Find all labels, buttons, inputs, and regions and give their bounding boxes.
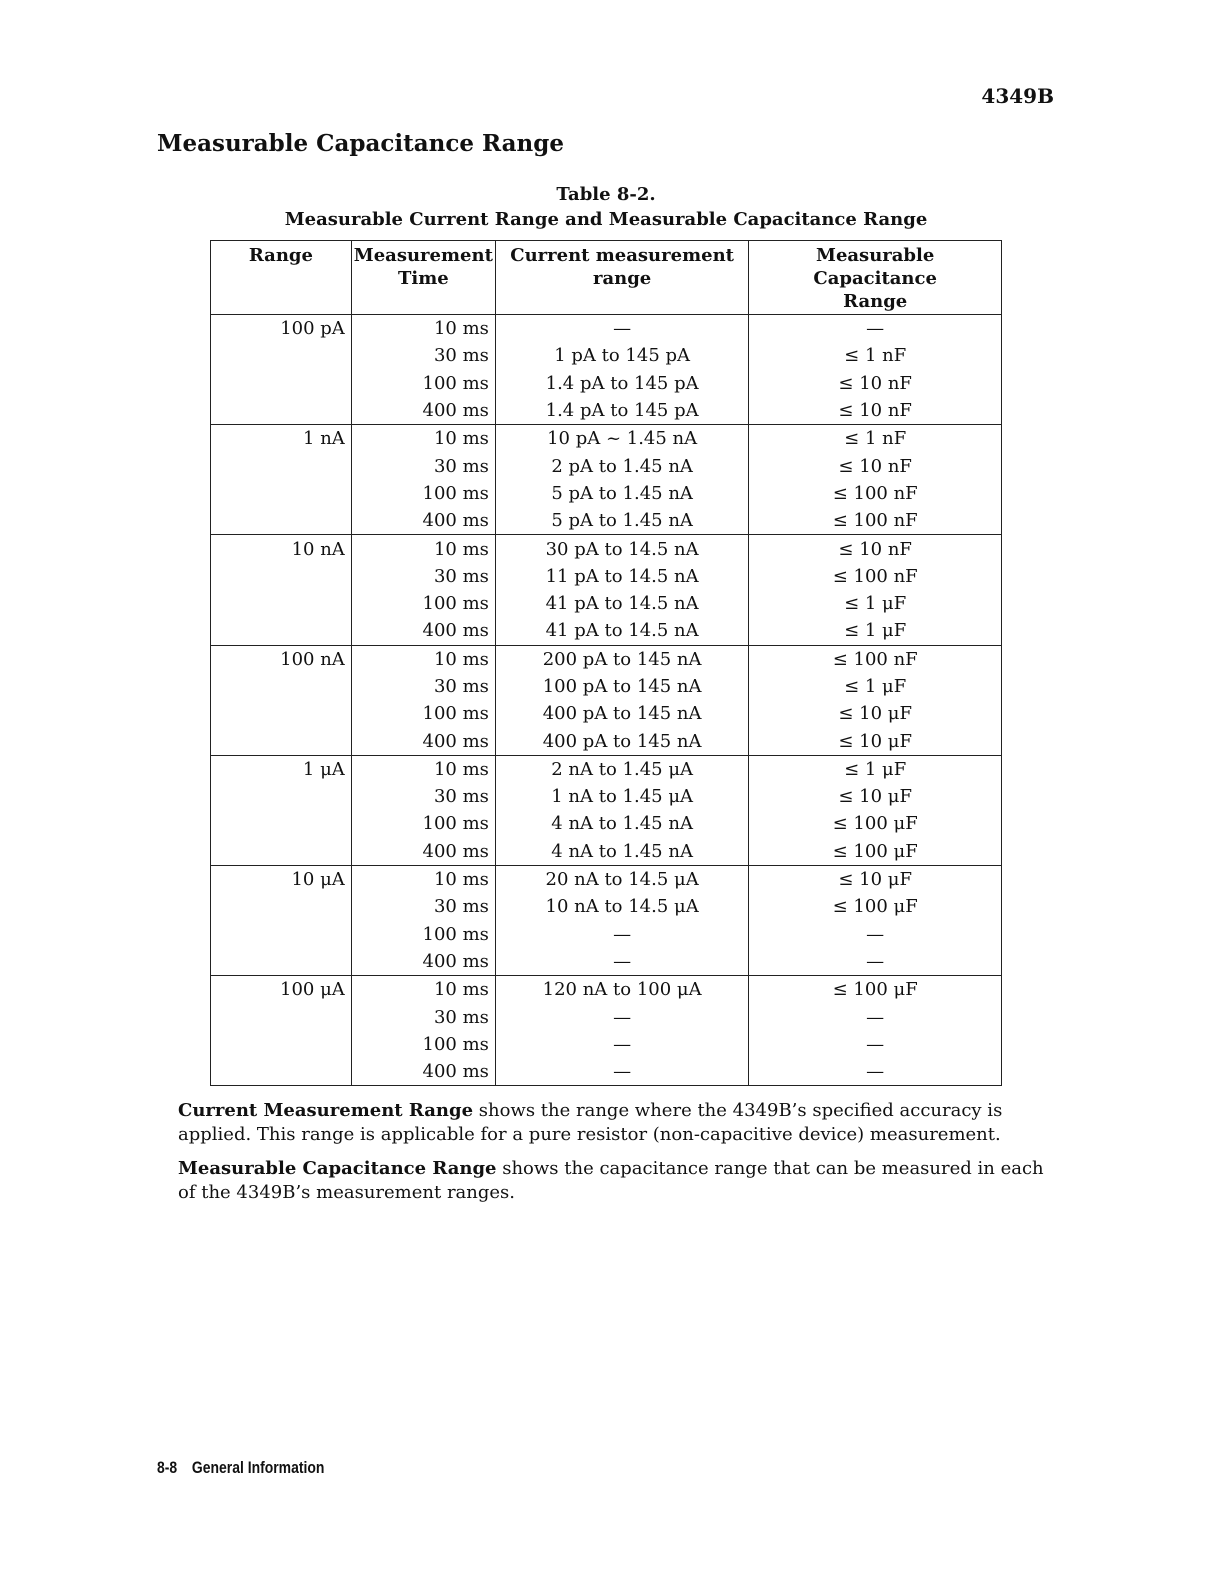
model-number: 4349B (981, 84, 1054, 108)
time-cell: 30 ms (351, 893, 495, 920)
current-range-cell: 4 nA to 1.45 nA (495, 838, 748, 866)
time-cell: 10 ms (351, 865, 495, 893)
table-row (211, 893, 1002, 920)
range-cell (211, 452, 352, 479)
range-cell (211, 563, 352, 590)
table-row (211, 452, 1002, 479)
time-cell: 400 ms (351, 507, 495, 535)
capacitance-cell: — (749, 1058, 1002, 1086)
table-number: Table 8-2. (556, 184, 656, 205)
table-row (211, 1058, 1002, 1086)
current-range-cell: 1 pA to 145 pA (495, 342, 748, 369)
range-cell: 10 μA (211, 865, 352, 893)
range-cell (211, 783, 352, 810)
capacitance-cell: ≤ 10 nF (749, 370, 1002, 397)
range-cell (211, 921, 352, 948)
range-cell (211, 948, 352, 976)
range-cell (211, 1003, 352, 1030)
current-range-cell: 10 nA to 14.5 μA (495, 893, 748, 920)
table-row (211, 783, 1002, 810)
capacitance-range-term: Measurable Capacitance Range (178, 1158, 497, 1179)
time-cell: 100 ms (351, 921, 495, 948)
capacitance-cell: ≤ 10 nF (749, 452, 1002, 479)
current-range-cell: 30 pA to 14.5 nA (495, 535, 748, 563)
range-cell (211, 893, 352, 920)
range-cell (211, 673, 352, 700)
time-cell: 30 ms (351, 563, 495, 590)
header-capacitance-range: Measurable Capacitance Range (749, 241, 1002, 315)
capacitance-cell: ≤ 10 μF (749, 865, 1002, 893)
table-header-row (211, 241, 1002, 315)
range-cell: 100 pA (280, 318, 345, 340)
time-cell: 10 ms (351, 315, 495, 343)
time-cell: 400 ms (351, 727, 495, 755)
time-cell: 30 ms (351, 783, 495, 810)
current-range-cell: 120 nA to 100 μA (495, 976, 748, 1004)
table-row (211, 727, 1002, 755)
current-range-cell: — (495, 315, 748, 343)
page-footer (157, 1458, 339, 1478)
capacitance-cell: ≤ 1 μF (749, 755, 1002, 783)
table-row (211, 921, 1002, 948)
current-range-cell: 41 pA to 14.5 nA (495, 617, 748, 645)
table-row (211, 838, 1002, 866)
range-cell (211, 1031, 352, 1058)
time-cell: 30 ms (351, 1003, 495, 1030)
current-range-cell: 1.4 pA to 145 pA (495, 370, 748, 397)
capacitance-cell: ≤ 100 nF (749, 563, 1002, 590)
current-range-cell: — (495, 1031, 748, 1058)
current-range-cell: 400 pA to 145 nA (495, 727, 748, 755)
time-cell: 100 ms (351, 700, 495, 727)
table-row (211, 1003, 1002, 1030)
current-range-term: Current Measurement Range (178, 1100, 474, 1121)
table-row (211, 645, 1002, 673)
capacitance-cell: ≤ 1 μF (749, 590, 1002, 617)
capacitance-cell: — (749, 315, 1002, 343)
range-cell (211, 617, 352, 645)
current-range-cell: 400 pA to 145 nA (495, 700, 748, 727)
time-cell: 400 ms (351, 838, 495, 866)
capacitance-cell: ≤ 1 μF (749, 617, 1002, 645)
current-range-cell: 1 nA to 1.45 μA (495, 783, 748, 810)
table-row (211, 700, 1002, 727)
time-cell: 400 ms (351, 948, 495, 976)
table-row (211, 1031, 1002, 1058)
table-row (211, 480, 1002, 507)
table-body (211, 315, 1002, 1086)
current-range-cell: 11 pA to 14.5 nA (495, 563, 748, 590)
capacitance-cell: ≤ 10 nF (749, 397, 1002, 425)
table-caption (0, 182, 1212, 232)
chapter-title: General Information (191, 1458, 325, 1477)
current-range-note (178, 1099, 1058, 1147)
table-row (211, 535, 1002, 563)
current-range-cell: 1.4 pA to 145 pA (495, 397, 748, 425)
time-cell: 10 ms (351, 425, 495, 453)
page-number: 8-8 (157, 1458, 178, 1477)
table-row (211, 810, 1002, 837)
current-range-cell: 41 pA to 14.5 nA (495, 590, 748, 617)
capacitance-cell: ≤ 100 nF (749, 507, 1002, 535)
current-range-text: shows the range where the 4349B’s specified accuracy is applied. This range is applicable for a pure resistor (non-capacitive device) measurement. (178, 1100, 1003, 1145)
section-title: Measurable Capacitance Range (157, 130, 564, 157)
capacitance-cell: — (749, 948, 1002, 976)
capacitance-cell: ≤ 100 μF (749, 810, 1002, 837)
range-cell (211, 480, 352, 507)
range-cell (211, 1058, 352, 1086)
time-cell: 10 ms (351, 755, 495, 783)
capacitance-cell: — (749, 1031, 1002, 1058)
current-range-cell: — (495, 948, 748, 976)
time-cell: 10 ms (351, 645, 495, 673)
current-range-cell: 100 pA to 145 nA (495, 673, 748, 700)
table-title: Measurable Current Range and Measurable Capacitance Range (284, 209, 928, 230)
time-cell: 100 ms (351, 810, 495, 837)
capacitance-range-text: shows the capacitance range that can be measured in each of the 4349B’s measurement ranges. (178, 1158, 1044, 1203)
time-cell: 100 ms (351, 370, 495, 397)
time-cell: 30 ms (351, 673, 495, 700)
time-cell: 400 ms (351, 617, 495, 645)
capacitance-cell: ≤ 100 nF (749, 645, 1002, 673)
range-cell (211, 370, 352, 397)
range-cell (211, 507, 352, 535)
capacitance-cell: ≤ 100 μF (749, 838, 1002, 866)
table-row (211, 590, 1002, 617)
table-row (211, 370, 1002, 397)
table-row (211, 673, 1002, 700)
current-range-cell: 10 pA ~ 1.45 nA (495, 425, 748, 453)
time-cell: 10 ms (351, 976, 495, 1004)
current-range-cell: 4 nA to 1.45 nA (495, 810, 748, 837)
range-cell: 100 μA (211, 976, 352, 1004)
time-cell: 100 ms (351, 480, 495, 507)
current-range-cell: 5 pA to 1.45 nA (495, 507, 748, 535)
time-cell: 400 ms (351, 1058, 495, 1086)
capacitance-cell: — (749, 921, 1002, 948)
capacitance-cell: ≤ 10 μF (749, 700, 1002, 727)
range-cell (211, 590, 352, 617)
time-cell: 10 ms (351, 535, 495, 563)
capacitance-cell: ≤ 1 nF (749, 425, 1002, 453)
current-range-cell: 2 pA to 1.45 nA (495, 452, 748, 479)
header-range: Range (211, 241, 352, 315)
table-row (211, 948, 1002, 976)
capacitance-cell: ≤ 10 μF (749, 783, 1002, 810)
capacitance-range-note (178, 1157, 1058, 1205)
time-cell: 30 ms (351, 452, 495, 479)
table-row (211, 397, 1002, 425)
current-range-cell: — (495, 1058, 748, 1086)
time-cell: 100 ms (351, 590, 495, 617)
time-cell: 400 ms (351, 397, 495, 425)
range-cell (211, 397, 352, 425)
table-row (211, 425, 1002, 453)
header-current-range: Current measurement range (495, 241, 748, 315)
current-range-cell: 200 pA to 145 nA (495, 645, 748, 673)
table-row (211, 563, 1002, 590)
capacitance-cell: ≤ 100 nF (749, 480, 1002, 507)
capacitance-cell: ≤ 10 μF (749, 727, 1002, 755)
current-range-cell: 20 nA to 14.5 μA (495, 865, 748, 893)
range-cell: 10 nA (211, 535, 352, 563)
capacitance-cell: — (749, 1003, 1002, 1030)
table-row (211, 755, 1002, 783)
table-row (211, 342, 1002, 369)
table-row (211, 865, 1002, 893)
range-cell (211, 838, 352, 866)
range-cell (211, 342, 352, 369)
current-range-cell: 5 pA to 1.45 nA (495, 480, 748, 507)
header-measurement-time: Measurement Time (351, 241, 495, 315)
capacitance-cell: ≤ 1 nF (749, 342, 1002, 369)
time-cell: 100 ms (351, 1031, 495, 1058)
range-cell: 1 nA (211, 425, 352, 453)
table-row (211, 315, 1002, 343)
range-cell: 1 μA (211, 755, 352, 783)
range-cell (211, 810, 352, 837)
current-range-cell: — (495, 921, 748, 948)
capacitance-cell: ≤ 10 nF (749, 535, 1002, 563)
capacitance-range-table (210, 240, 1002, 1086)
current-range-cell: 2 nA to 1.45 μA (495, 755, 748, 783)
table-row (211, 507, 1002, 535)
range-cell: 100 nA (211, 645, 352, 673)
current-range-cell: — (495, 1003, 748, 1030)
capacitance-cell: ≤ 100 μF (749, 893, 1002, 920)
table-row (211, 617, 1002, 645)
capacitance-cell: ≤ 100 μF (749, 976, 1002, 1004)
capacitance-cell: ≤ 1 μF (749, 673, 1002, 700)
table-row (211, 976, 1002, 1004)
time-cell: 30 ms (351, 342, 495, 369)
range-cell (211, 700, 352, 727)
range-cell (211, 727, 352, 755)
